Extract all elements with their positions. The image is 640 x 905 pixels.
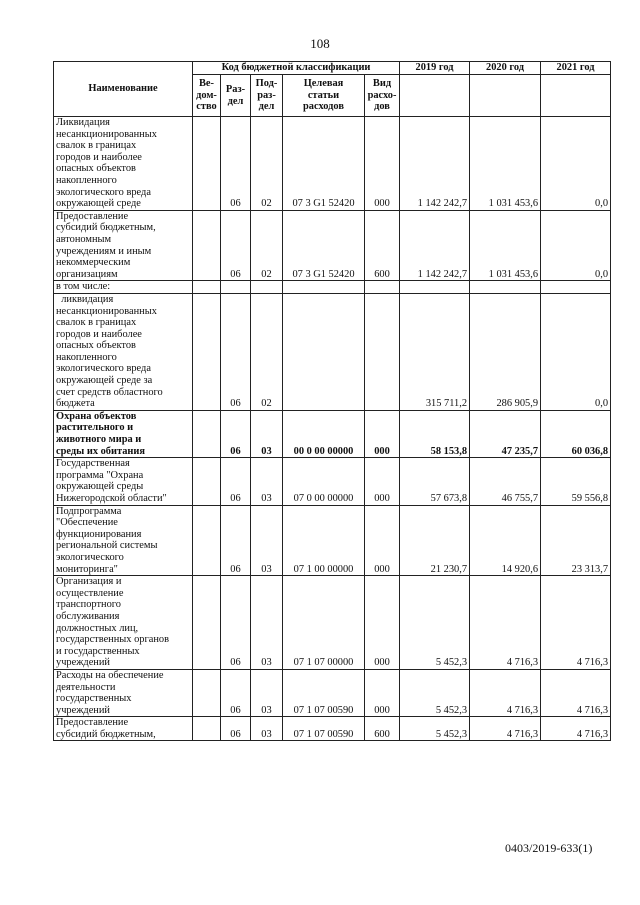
cell-vid: [365, 281, 400, 294]
cell-podrazdel: 03: [251, 669, 283, 716]
header-code-group: Код бюджетной классификации: [193, 62, 400, 75]
cell-y2020: 4 716,3: [470, 717, 541, 741]
table-row: [54, 505, 611, 576]
cell-y2020: 4 716,3: [470, 576, 541, 670]
cell-ved: [193, 281, 221, 294]
cell-y2021: 4 716,3: [541, 717, 611, 741]
cell-target: 07 3 G1 52420: [283, 210, 365, 281]
table-row: [54, 293, 611, 410]
cell-razdel: 06: [221, 717, 251, 741]
cell-target: [283, 293, 365, 410]
header-2019: 2019 год: [400, 62, 470, 75]
cell-razdel: 06: [221, 410, 251, 457]
cell-y2020: 1 031 453,6: [470, 210, 541, 281]
cell-y2020: 14 920,6: [470, 505, 541, 576]
header-name: Наименование: [54, 62, 193, 117]
cell-podrazdel: 02: [251, 117, 283, 211]
cell-vid: 000: [365, 669, 400, 716]
page-number: 108: [310, 36, 330, 51]
cell-razdel: 06: [221, 210, 251, 281]
cell-name: Государственная программа "Охрана окружающей среды Нижегородской области": [54, 458, 193, 505]
cell-y2021: 4 716,3: [541, 669, 611, 716]
cell-y2019: 5 452,3: [400, 576, 470, 670]
cell-y2021: 0,0: [541, 210, 611, 281]
table-row: [54, 669, 611, 716]
cell-ved: [193, 669, 221, 716]
cell-target: 00 0 00 00000: [283, 410, 365, 457]
cell-podrazdel: 03: [251, 458, 283, 505]
cell-y2020: 4 716,3: [470, 669, 541, 716]
header-2019-blank: [400, 75, 470, 117]
cell-target: 07 3 G1 52420: [283, 117, 365, 211]
cell-vid: 000: [365, 458, 400, 505]
table-row: [54, 210, 611, 281]
cell-target: 07 1 07 00590: [283, 669, 365, 716]
table-row: [54, 410, 611, 457]
cell-name: Охрана объектов растительного и животного мира и среды их обитания: [54, 410, 193, 457]
table-row: [54, 281, 611, 294]
cell-name: Организация и осуществление транспортного обслуживания должностных лиц, государственных органов и государственных учреждений: [54, 576, 193, 670]
cell-ved: [193, 293, 221, 410]
header-2021-blank: [541, 75, 611, 117]
cell-y2019: 57 673,8: [400, 458, 470, 505]
cell-vid: 000: [365, 576, 400, 670]
cell-ved: [193, 717, 221, 741]
table-row: [54, 717, 611, 741]
cell-vid: 000: [365, 410, 400, 457]
cell-razdel: 06: [221, 505, 251, 576]
cell-vid: 000: [365, 505, 400, 576]
cell-name: Предоставление субсидий бюджетным,: [54, 717, 193, 741]
cell-podrazdel: [251, 281, 283, 294]
cell-podrazdel: 03: [251, 717, 283, 741]
document-code: 0403/2019-633(1): [505, 841, 593, 855]
table-row: [54, 458, 611, 505]
cell-y2019: 58 153,8: [400, 410, 470, 457]
cell-y2021: 0,0: [541, 117, 611, 211]
cell-ved: [193, 458, 221, 505]
cell-y2019: 21 230,7: [400, 505, 470, 576]
cell-ved: [193, 117, 221, 211]
cell-target: 07 1 00 00000: [283, 505, 365, 576]
table-row: [54, 117, 611, 211]
table-row: [54, 576, 611, 670]
cell-vid: 600: [365, 210, 400, 281]
cell-y2021: 0,0: [541, 293, 611, 410]
cell-vid: [365, 293, 400, 410]
header-2020-blank: [470, 75, 541, 117]
cell-ved: [193, 505, 221, 576]
cell-target: 07 0 00 00000: [283, 458, 365, 505]
cell-name: в том числе:: [54, 281, 193, 294]
cell-y2020: 1 031 453,6: [470, 117, 541, 211]
cell-y2021: 4 716,3: [541, 576, 611, 670]
cell-y2019: 5 452,3: [400, 717, 470, 741]
cell-y2019: 1 142 242,7: [400, 117, 470, 211]
cell-razdel: 06: [221, 458, 251, 505]
cell-podrazdel: 03: [251, 505, 283, 576]
cell-y2019: 1 142 242,7: [400, 210, 470, 281]
cell-name: Ликвидация несанкционированных свалок в границах городов и наиболее опасных объектов накопленного экологического вреда окружающей среде: [54, 117, 193, 211]
cell-target: [283, 281, 365, 294]
budget-table: [53, 61, 611, 741]
header-razdel: Раз- дел: [221, 75, 251, 117]
cell-vid: 600: [365, 717, 400, 741]
cell-target: 07 1 07 00000: [283, 576, 365, 670]
cell-ved: [193, 576, 221, 670]
cell-razdel: 06: [221, 669, 251, 716]
cell-podrazdel: 02: [251, 210, 283, 281]
cell-y2020: 286 905,9: [470, 293, 541, 410]
header-celevaya: Целевая статьи расходов: [283, 75, 365, 117]
header-podrazdel: Под- раз- дел: [251, 75, 283, 117]
cell-y2020: [470, 281, 541, 294]
cell-name: ликвидация несанкционированных свалок в границах городов и наиболее опасных объектов накопленного экологического вреда окружающей среде за счет средств областного бюджета: [54, 293, 193, 410]
cell-ved: [193, 410, 221, 457]
cell-y2019: [400, 281, 470, 294]
cell-razdel: 06: [221, 117, 251, 211]
cell-y2019: 315 711,2: [400, 293, 470, 410]
cell-podrazdel: 02: [251, 293, 283, 410]
cell-y2020: 46 755,7: [470, 458, 541, 505]
cell-target: 07 1 07 00590: [283, 717, 365, 741]
header-vid: Вид расхо- дов: [365, 75, 400, 117]
cell-podrazdel: 03: [251, 410, 283, 457]
header-vedomstvo: Ве- дом- ство: [193, 75, 221, 117]
cell-ved: [193, 210, 221, 281]
cell-y2021: 59 556,8: [541, 458, 611, 505]
cell-razdel: 06: [221, 576, 251, 670]
cell-name: Предоставление субсидий бюджетным, автономным учреждениям и иным некоммерческим организациям: [54, 210, 193, 281]
cell-name: Подпрограмма "Обеспечение функционирования региональной системы экологического мониторинга": [54, 505, 193, 576]
header-2021: 2021 год: [541, 62, 611, 75]
cell-y2021: 60 036,8: [541, 410, 611, 457]
cell-name: Расходы на обеспечение деятельности государственных учреждений: [54, 669, 193, 716]
cell-podrazdel: 03: [251, 576, 283, 670]
cell-y2021: 23 313,7: [541, 505, 611, 576]
cell-vid: 000: [365, 117, 400, 211]
cell-razdel: 06: [221, 293, 251, 410]
cell-y2020: 47 235,7: [470, 410, 541, 457]
cell-y2019: 5 452,3: [400, 669, 470, 716]
header-2020: 2020 год: [470, 62, 541, 75]
cell-razdel: [221, 281, 251, 294]
cell-y2021: [541, 281, 611, 294]
